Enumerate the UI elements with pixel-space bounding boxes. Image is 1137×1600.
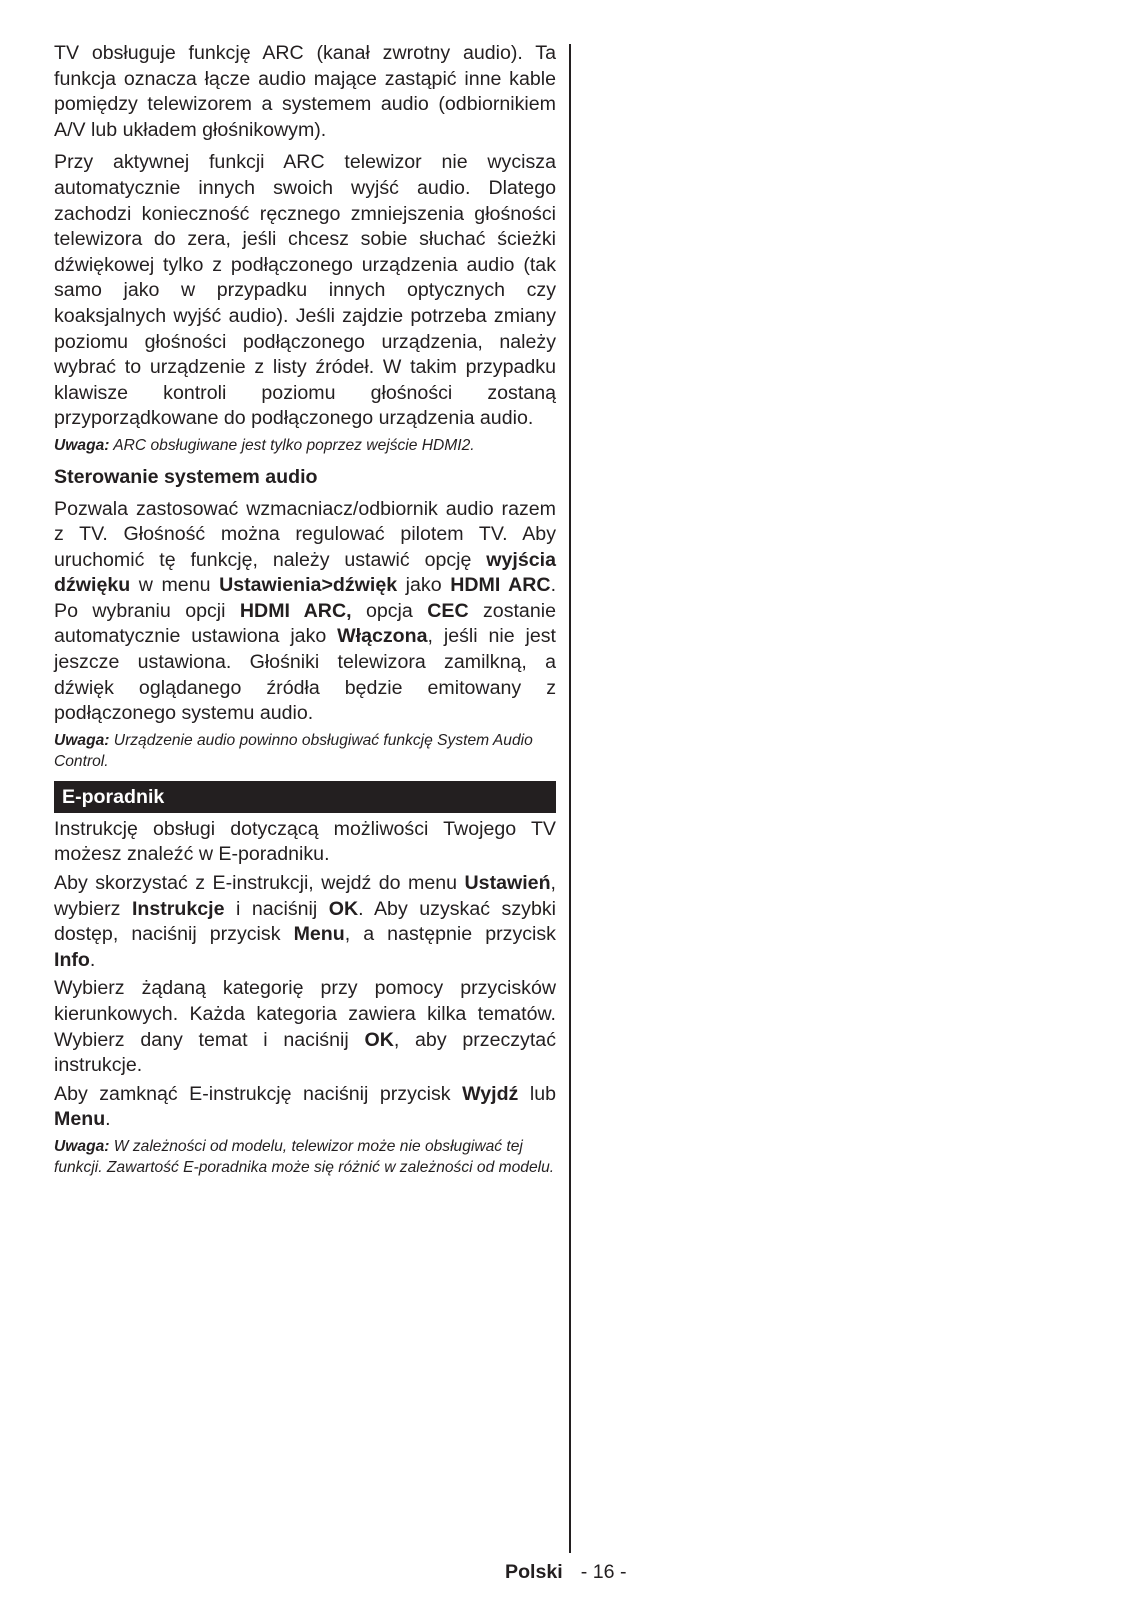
- arc-intro-paragraph: TV obsługuje funkcję ARC (kanał zwrotny audio). Ta funkcja oznacza łącze audio mające zastąpić inne kable pomiędzy telewizorem a systemem audio (odbiornikiem A/V lub układem głośnikowym).: [54, 42, 556, 141]
- audio-control-paragraph: [54, 497, 556, 727]
- text-run: , wybierz: [54, 872, 556, 920]
- text-run: Pozwala zastosować wzmacniacz/odbiornik audio razem z TV. Głośność można regulować pilotem TV. Aby uruchomić tę funkcję, należy ustawić opcję: [54, 497, 556, 571]
- text-run: zostanie automatycznie ustawiona jako: [54, 599, 556, 648]
- bold-run: HDMI ARC,: [239, 599, 352, 622]
- eguide-intro-paragraph: Instrukcję obsługi dotyczącą możliwości Twojego TV możesz znaleźć w E-poradniku.: [54, 817, 556, 866]
- text-run: i naciśnij: [224, 897, 329, 920]
- bold-run: Info: [54, 948, 90, 971]
- arc-note: [54, 435, 556, 456]
- bold-run: HDMI ARC: [450, 574, 551, 597]
- bold-run: Ustawień: [464, 872, 551, 895]
- arc-details-paragraph: Przy aktywnej funkcji ARC telewizor nie wycisza automatycznie innych swoich wyjść audio. Dlatego zachodzi konieczność ręcznego zmniejszenia głośności telewizora do zera, jeśli chcesz sobie słuchać ścieżki dźwiękowej tylko z podłączonego urządzenia audio (tak samo jako w przypadku innych optycznych czy koaksjalnych wyjść audio). Jeśli zajdzie potrzeba zmiany poziomu głośności podłączonego urządzenia, należy wybrać to urządzenie z listy źródeł. W takim przypadku klawisze kontroli poziomu głośności zostaną przyporządkowane do podłączonego urządzenia audio.: [54, 151, 556, 430]
- bold-run: Włączona: [337, 625, 428, 648]
- note-label: Uwaga:: [54, 436, 110, 454]
- column-divider: [569, 44, 571, 1553]
- text-run: , jeśli nie jest jeszcze ustawiona. Głośniki telewizora zamilkną, a dźwięk oglądanego źródła będzie emitowany z podłączonego systemu audio.: [54, 625, 557, 725]
- text-run: . Aby uzyskać szybki dostęp, naciśnij przycisk: [54, 897, 556, 946]
- bold-run: OK: [328, 897, 359, 920]
- note-label: Uwaga:: [54, 731, 110, 749]
- note-text: W zależności od modelu, telewizor może nie obsługiwać tej funkcji. Zawartość E-poradnika może się różnić w zależności od modelu.: [54, 1137, 555, 1176]
- note-text: ARC obsługiwane jest tylko poprzez wejście HDMI2.: [109, 436, 475, 454]
- bold-run: Menu: [293, 923, 345, 946]
- text-run: Aby zamknąć E-instrukcję naciśnij przycisk: [54, 1082, 463, 1105]
- text-column: [54, 41, 556, 1187]
- eguide-category-paragraph: [54, 976, 556, 1078]
- eguide-section-heading: E-poradnik: [54, 781, 556, 813]
- bold-run: CEC: [427, 599, 469, 622]
- text-run: lub: [518, 1082, 557, 1105]
- note-label: Uwaga:: [54, 1137, 110, 1155]
- bold-run: Ustawienia>dźwięk: [219, 574, 398, 597]
- bold-run: OK: [364, 1028, 394, 1051]
- text-run: , aby przeczytać instrukcje.: [54, 1028, 556, 1077]
- text-run: opcja: [351, 599, 428, 622]
- note-text: Urządzenie audio powinno obsługiwać funkcję System Audio Control.: [54, 731, 533, 770]
- bold-run: Wyjdź: [462, 1082, 519, 1105]
- audio-control-note: [54, 730, 556, 772]
- audio-control-heading: Sterowanie systemem audio: [54, 465, 318, 488]
- eguide-access-paragraph: [54, 871, 556, 973]
- text-run: Wybierz żądaną kategorię przy pomocy przycisków kierunkowych. Każda kategoria zawiera kilka tematów. Wybierz dany temat i naciśnij: [54, 977, 556, 1051]
- text-run: .: [105, 1108, 111, 1131]
- text-run: , a następnie przycisk: [344, 923, 556, 946]
- page-number: - 16 -: [580, 1561, 627, 1583]
- text-run: w menu: [130, 574, 220, 597]
- bold-run: Menu: [54, 1108, 106, 1131]
- text-run: . Po wybraniu opcji: [54, 574, 557, 622]
- text-run: Aby skorzystać z E-instrukcji, wejdź do menu: [54, 872, 465, 895]
- bold-run: Instrukcje: [131, 897, 225, 920]
- text-run: .: [89, 948, 96, 971]
- eguide-close-paragraph: [54, 1082, 556, 1133]
- footer-language: Polski: [505, 1561, 563, 1583]
- page-footer: [505, 1559, 626, 1585]
- eguide-note: [54, 1136, 556, 1178]
- bold-run: wyjścia dźwięku: [54, 548, 556, 597]
- text-run: jako: [397, 574, 451, 597]
